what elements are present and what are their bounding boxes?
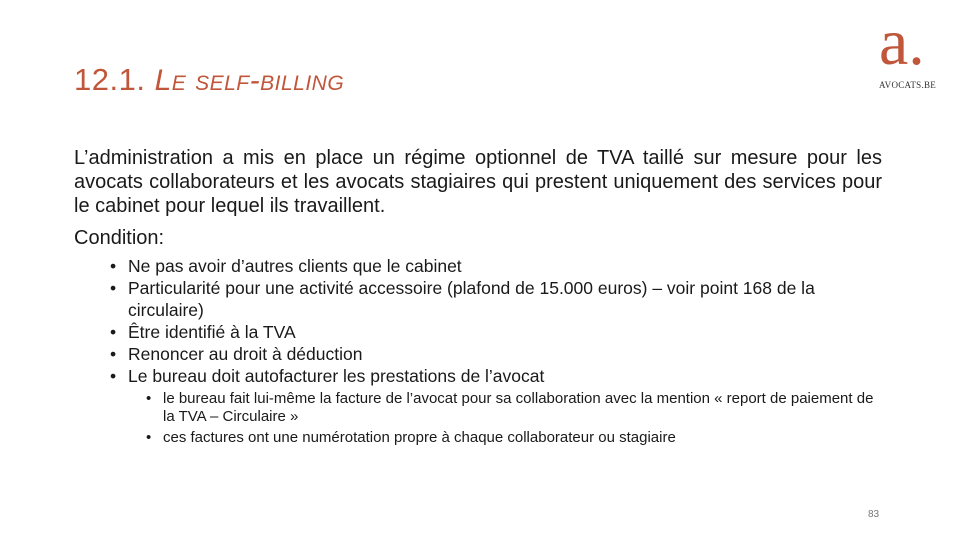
bullet-icon: • [146, 390, 152, 407]
slide-title [74, 62, 344, 98]
bullet-icon: • [110, 366, 117, 386]
logo-text: AVOCATS.BE [879, 80, 937, 90]
list-item: • Renoncer au droit à déduction [110, 344, 363, 364]
bullet-icon: • [146, 429, 152, 446]
bullet-icon: • [110, 322, 117, 342]
sub-list [146, 390, 882, 447]
avocats-logo [873, 6, 945, 96]
bullet-icon: • [110, 256, 117, 276]
page-number: 83 [868, 509, 880, 520]
list-item: • Être identifié à la TVA [110, 322, 296, 342]
condition-list [110, 255, 882, 447]
sub-list-item: • le bureau fait lui-même la facture de l’avocat pour sa collaboration avec la mention « report de paiement de la TVA – Circulaire » [146, 390, 874, 425]
bullet-icon: • [110, 278, 117, 298]
list-item: • Le bureau doit autofacturer les prestations de l’avocat • le bureau fait lui-même la facture de l’avocat pour sa collaboration avec la mention « report de paiement de la TVA – Circulaire » • ces factures ont une numérotation propre à chaque collaborateur ou stagiaire [110, 365, 882, 447]
logo-glyph: a. [879, 6, 925, 79]
title-number: 12.1. [74, 62, 146, 97]
sub-list-item: • ces factures ont une numérotation propre à chaque collaborateur ou stagiaire [146, 429, 676, 446]
list-item: • Ne pas avoir d’autres clients que le cabinet [110, 256, 462, 276]
title-text: Le self-billing [154, 64, 345, 97]
condition-label: Condition: [74, 227, 165, 249]
bullet-icon: • [110, 344, 117, 364]
list-item: • Particularité pour une activité accessoire (plafond de 15.000 euros) – voir point 168 de la circulaire) [110, 278, 815, 320]
intro-paragraph: L’administration a mis en place un régime optionnel de TVA taillé sur mesure pour les avocats collaborateurs et les avocats stagiaires qui prestent uniquement des services pour le cabinet pour lequel ils travaillent. [74, 147, 882, 217]
slide-body [74, 146, 882, 450]
